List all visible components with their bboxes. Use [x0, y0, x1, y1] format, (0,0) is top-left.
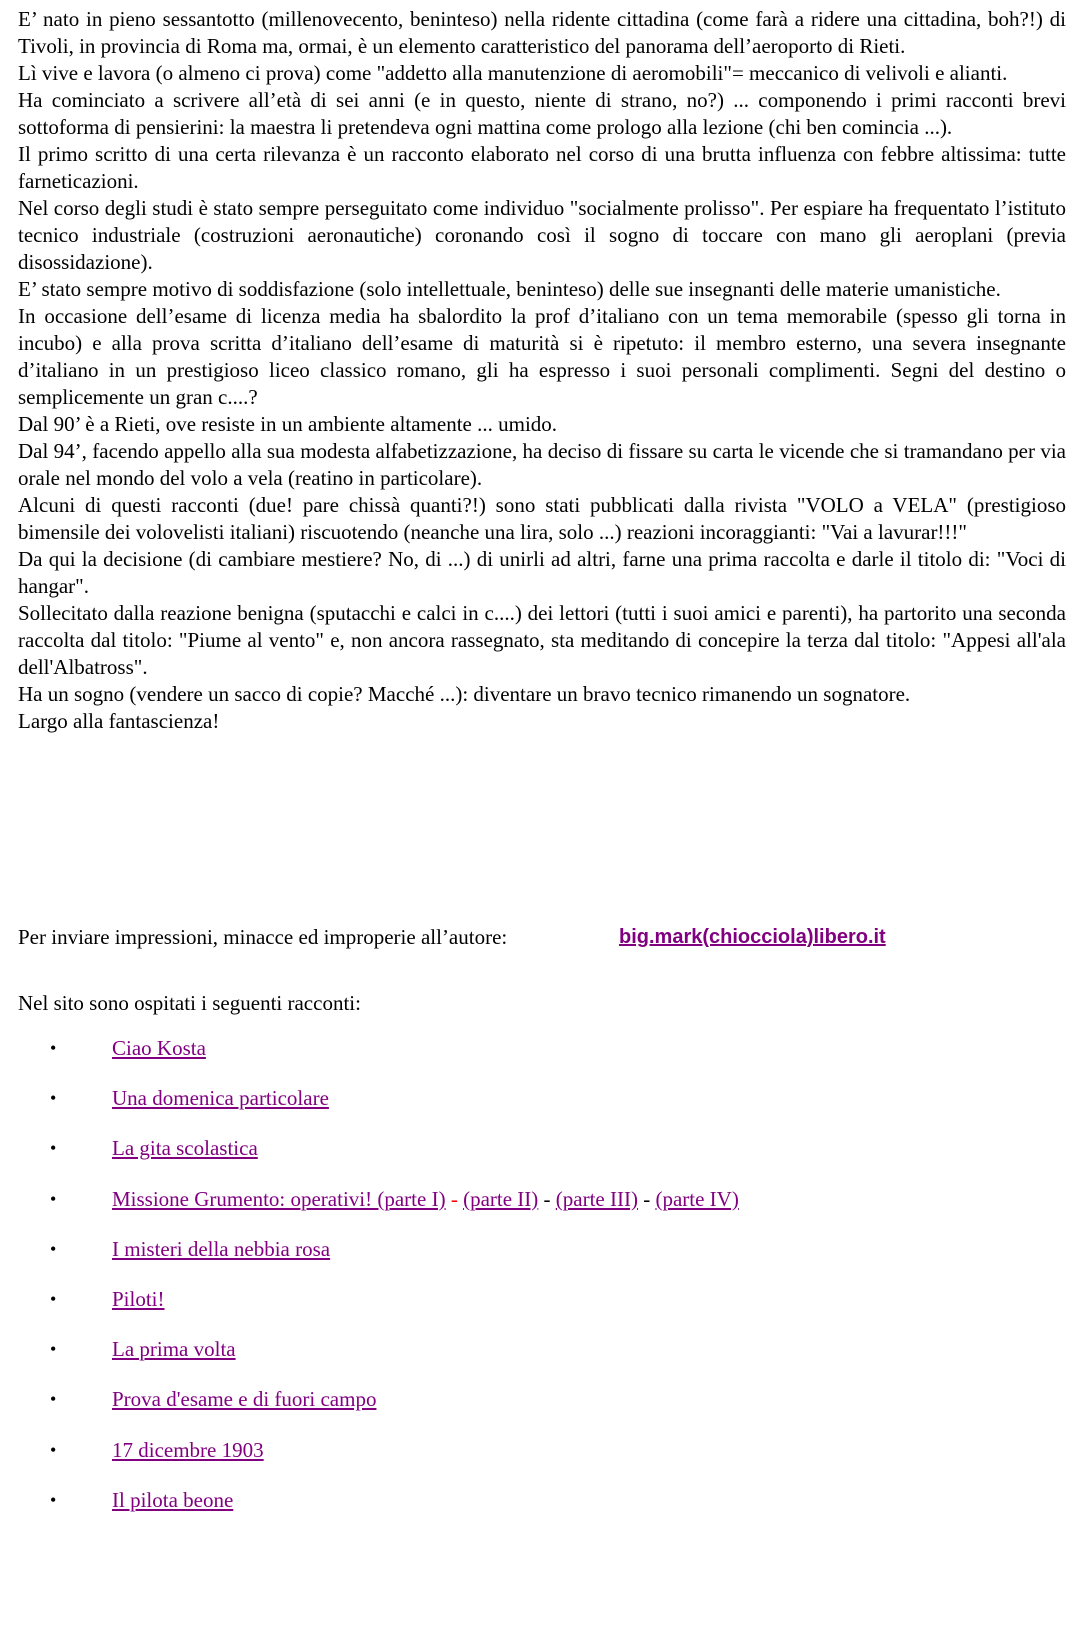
bullet-icon: •	[50, 1138, 57, 1159]
list-item	[0, 1133, 1080, 1183]
author-email-link[interactable]: big.mark(chiocciola)libero.it	[619, 926, 886, 948]
bio-paragraph: Da qui la decisione (di cambiare mestiere? No, di ...) di unirli ad altri, farne una prima raccolta e darle il titolo di: "Voci di hangar".	[18, 547, 1066, 598]
bio-paragraph: Nel corso degli studi è stato sempre perseguitato come individuo "socialmente prolisso". Per espiare ha frequentato l’istituto tecnico industriale (costruzioni aeronautiche) coronando così il sogno di toccare con mano gli aeroplani (previa disossidazione).	[18, 196, 1066, 274]
story-link-piloti[interactable]: Piloti!	[112, 1286, 165, 1311]
story-link-il-pilota-beone[interactable]: Il pilota beone	[112, 1487, 234, 1512]
story-link-prova-d-esame[interactable]: Prova d'esame e di fuori campo	[112, 1387, 377, 1412]
story-link-missione-grumento-parte-2[interactable]: (parte II)	[463, 1186, 539, 1211]
list-item	[0, 1334, 1080, 1384]
story-link-la-gita-scolastica[interactable]: La gita scolastica	[112, 1136, 258, 1161]
list-item	[0, 1284, 1080, 1334]
bio-paragraph: Il primo scritto di una certa rilevanza è un racconto elaborato nel corso di una brutta influenza con febbre altissima: tutte farneticazioni.	[18, 142, 1066, 193]
bio-paragraph: Dal 94’, facendo appello alla sua modesta alfabetizzazione, ha deciso di fissare su carta le vicende che si tramandano per via orale nel mondo del volo a vela (reatino in particolare).	[18, 439, 1066, 490]
bullet-icon: •	[50, 1288, 57, 1309]
story-link-i-misteri-della-nebbia-rosa[interactable]: I misteri della nebbia rosa	[112, 1236, 331, 1261]
separator: -	[445, 1186, 464, 1211]
list-item	[0, 1083, 1080, 1133]
bullet-icon: •	[50, 1439, 57, 1460]
bio-paragraph: E’ stato sempre motivo di soddisfazione (solo intellettuale, beninteso) delle sue insegnanti delle materie umanistiche.	[18, 277, 1001, 301]
separator: -	[538, 1186, 556, 1211]
list-item	[0, 1435, 1080, 1485]
bio-paragraph: Dal 90’ è a Rieti, ove resiste in un ambiente altamente ... umido.	[18, 412, 558, 436]
story-link-una-domenica-particolare[interactable]: Una domenica particolare	[112, 1086, 329, 1111]
list-item	[0, 1485, 1080, 1535]
bullet-icon: •	[50, 1088, 57, 1109]
bullet-icon: •	[50, 1389, 57, 1410]
bio-paragraph: E’ nato in pieno sessantotto (millenovecento, beninteso) nella ridente cittadina (come farà a ridere una cittadina, boh?!) di Tivoli, in provincia di Roma ma, ormai, è un elemento caratteristico del panorama dell’aeroporto di Rieti.	[18, 7, 1066, 58]
bio-paragraph: Alcuni di questi racconti (due! pare chissà quanti?!) sono stati pubblicati dalla rivista "VOLO a VELA" (prestigioso bimensile dei volovelisti italiani) riscuotendo (neanche una lira, solo ...) reazioni incoraggianti: "Vai a lavurar!!!"	[18, 493, 1066, 544]
list-item	[0, 1033, 1080, 1083]
story-link-missione-grumento-parte-3[interactable]: (parte III)	[555, 1186, 638, 1211]
bullet-icon: •	[50, 1238, 57, 1259]
bio-paragraph: Lì vive e lavora (o almeno ci prova) come "addetto alla manutenzione di aeromobili"= meccanico di velivoli e alianti.	[18, 61, 1008, 85]
contact-label: Per inviare impressioni, minacce ed improperie all’autore:	[18, 925, 508, 949]
contact-line	[18, 922, 1066, 952]
story-link-la-prima-volta[interactable]: La prima volta	[112, 1337, 236, 1362]
list-item	[0, 1234, 1080, 1284]
bio-paragraph: Ha cominciato a scrivere all’età di sei anni (e in questo, niente di strano, no?) ... componendo i primi racconti brevi sottoforma di pensierini: la maestra li pretendeva ogni mattina come prologo alla lezione (chi ben comincia ...).	[18, 88, 1066, 139]
bullet-icon: •	[50, 1188, 57, 1209]
bullet-icon: •	[50, 1038, 57, 1058]
story-link-17-dicembre-1903[interactable]: 17 dicembre 1903	[112, 1437, 264, 1462]
story-link-missione-grumento-parte-1[interactable]: Missione Grumento: operativi! (parte I)	[112, 1186, 446, 1211]
separator: -	[637, 1186, 656, 1211]
story-link-missione-grumento-parte-4[interactable]: (parte IV)	[655, 1186, 739, 1211]
bio-paragraph: Sollecitato dalla reazione benigna (sputacchi e calci in c....) dei lettori (tutti i suoi amici e parenti), ha partorito una seconda raccolta dal titolo: "Piume al vento" e, non ancora rassegnato, sta meditando di concepire la terza dal titolo: "Appesi all'ala dell'Albatross".	[18, 601, 1066, 679]
stories-list	[0, 1033, 1080, 1535]
list-item	[0, 1384, 1080, 1434]
stories-intro: Nel sito sono ospitati i seguenti racconti:	[18, 991, 361, 1015]
bullet-icon: •	[50, 1339, 57, 1360]
bio-paragraph: Ha un sogno (vendere un sacco di copie? Macché ...): diventare un bravo tecnico rimanendo un sognatore.	[18, 682, 911, 706]
list-item	[0, 1184, 1080, 1234]
bio-paragraph: In occasione dell’esame di licenza media ha sbalordito la prof d’italiano con un tema memorabile (spesso gli torna in incubo) e alla prova scritta d’italiano dell’esame di maturità si è ripetuto: il membro esterno, una severa insegnante d’italiano in un prestigioso liceo classico romano, gli ha espresso i suoi personali complimenti. Segni del destino o semplicemente un gran c....?	[18, 304, 1066, 409]
story-link-ciao-kosta[interactable]: Ciao Kosta	[112, 1036, 206, 1060]
bullet-icon: •	[50, 1489, 57, 1510]
biography	[18, 6, 1066, 735]
bio-paragraph: Largo alla fantascienza!	[18, 709, 220, 733]
